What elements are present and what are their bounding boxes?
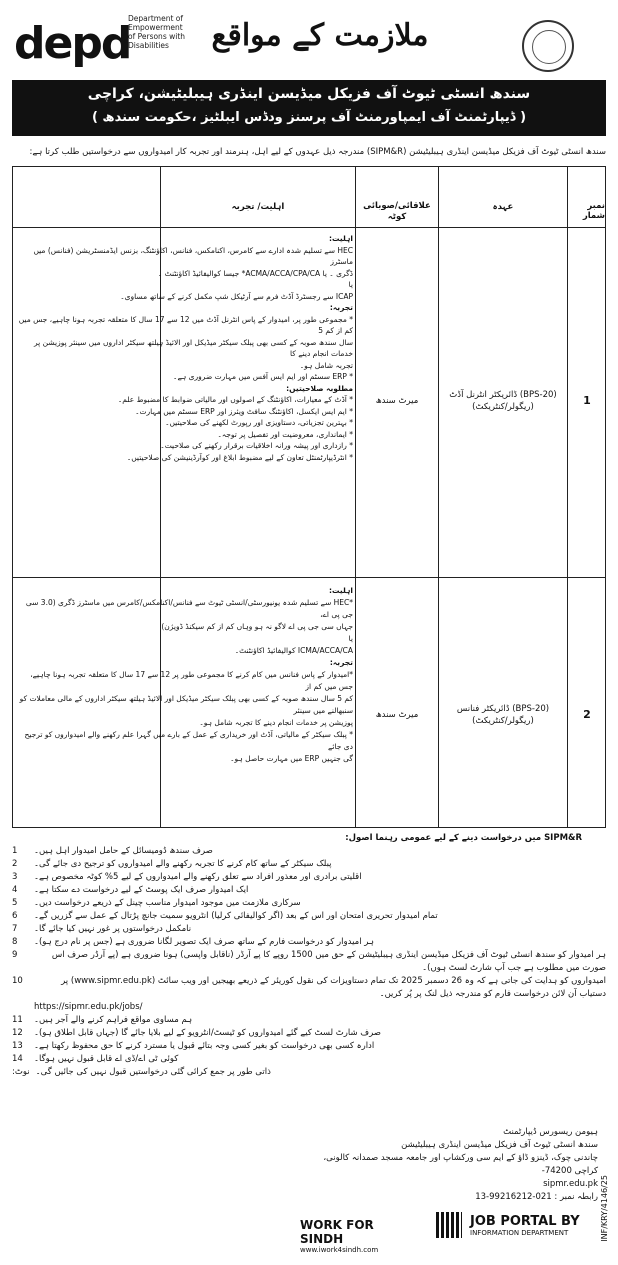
dept-line-3: of Persons with <box>128 32 186 41</box>
header-serial: نمبر شمار <box>582 201 605 221</box>
row-1-qualification-line: سال سندھ صوبہ کے کسی بھی پبلک سیکٹر میڈیکل اور الائیڈ ہیلتھ سیکٹر اداروں میں سینئر پوزیشن پر خدمات انجام دینے کا <box>34 337 353 358</box>
guideline-number: 3 <box>12 872 18 882</box>
row-1-qualification-line: * بہترین تجزیاتی، دستاویزی اور رپورٹ لکھنے کی صلاحیتیں۔ <box>165 418 353 427</box>
row-1-qualification-line: تجربہ شامل ہو۔ <box>299 360 353 370</box>
row-2-qualification-line: گی جنہیں ERP میں مہارت حاصل ہو۔ <box>230 754 353 763</box>
row-2-qualification <box>17 585 353 765</box>
guidelines-title: SIPM&R میں درخواست دینے کے لیے عمومی رہنما اصول: <box>345 833 582 843</box>
guideline-text: صرف شارٹ لسٹ کیے گئے امیدواروں کو ٹیسٹ/انٹرویو کے لیے بلایا جائے گا (جہاں قابل اطلاق ہو)۔ <box>34 1028 382 1038</box>
address-line-3: چاندنی چوک، ڈینزو ڈاؤ کے ایم سی ورکشاپ اور جامعہ مسجد صمدانہ کالونی، کراچی 74200- <box>323 1153 598 1176</box>
row-2-domicile: میرٹ سندھ <box>375 710 419 720</box>
website-link[interactable]: sipmr.edu.pk <box>543 1179 598 1189</box>
guideline-item <box>12 858 606 871</box>
wfs-url: www.iwork4sindh.com <box>300 1246 379 1254</box>
jobs-link[interactable] <box>12 1001 606 1014</box>
header-post: عہدہ <box>492 202 514 212</box>
guideline-text: نامکمل درخواستوں پر غور نہیں کیا جائے گا۔ <box>34 924 192 934</box>
guideline-text: اقلیتی برادری اور معذور افراد سے تعلق رکھنے والے امیدواروں کے لیے 5% کوٹہ مخصوص ہے۔ <box>34 872 362 882</box>
depd-logo: depd <box>14 18 131 69</box>
address-line-1: ہیومن ریسورس ڈیپارٹمنٹ <box>503 1127 598 1137</box>
row-2-qualification-line: یا <box>348 634 353 643</box>
guideline-number: 6 <box>12 911 18 921</box>
header-domicile: علاقائی/صوبائی کوٹہ <box>363 201 431 222</box>
row-1-qualification-line: * ایم ایس ایکسل، اکاؤنٹنگ سافٹ ویئرز اور ERP سسٹم میں مہارت۔ <box>135 406 353 416</box>
work-for-sindh-logo <box>300 1218 410 1254</box>
guideline-number: 14 <box>12 1054 23 1064</box>
row-1-qualification-line: * مجموعی طور پر، امیدوار کے پاس انٹرنل آڈٹ میں 12 سے 17 سال کا متعلقہ تجربہ ہونا چاہیے، جس میں کم از کم 5 <box>18 314 353 335</box>
row-1-qualification-line: تجربہ: <box>329 303 353 312</box>
guideline-number: 8 <box>12 937 18 947</box>
contact-address <box>318 1126 598 1204</box>
guideline-text: ایک امیدوار صرف ایک پوسٹ کے لیے درخواست دے سکتا ہے۔ <box>34 885 249 895</box>
guideline-item <box>12 845 606 858</box>
row-1-qualification-line: یا <box>348 280 353 289</box>
guideline-number: 7 <box>12 924 18 934</box>
guideline-item <box>12 1066 606 1079</box>
guideline-number: 12 <box>12 1028 23 1038</box>
institute-banner <box>12 80 606 136</box>
row-1-qualification <box>17 233 353 463</box>
guideline-text: صرف سندھ ڈومیسائل کے حامل امیدوار اہل ہیں۔ <box>34 846 213 856</box>
header-qualification: اہلیت/ تجربہ <box>231 202 285 212</box>
guideline-number: نوٹ: <box>12 1067 30 1077</box>
vacancy-table <box>12 166 606 828</box>
row-2-qualification-line: ICMA/ACCA/CA کوالیفائیڈ اکاؤنٹنٹ۔ <box>234 646 353 655</box>
address-line-2: سندھ انسٹی ٹیوٹ آف فزیکل میڈیسن اینڈری ہیبلیٹیشن <box>401 1140 598 1150</box>
reference-code: INF/KRY/4146/25 <box>600 1175 609 1242</box>
row-2-serial: 2 <box>583 708 591 721</box>
row-1-post: ڈائریکٹر انٹرنل آڈٹ (BPS-20) (ریگولر/کنٹریکٹ) <box>449 390 557 412</box>
guideline-number: 4 <box>12 885 18 895</box>
row-2-qualification-line: *HEC سے تسلیم شدہ یونیورسٹی/انسٹی ٹیوٹ سے فنانس/اکنامکس/کامرس میں ماسٹرز ڈگری (3.0 سی جی پی اے، <box>25 598 353 619</box>
row-2-qualification-line: * پبلک سیکٹر کے مالیاتی، آڈٹ اور خریداری کے عمل کے بارے میں گہرا علم رکھنے والے امیدواروں کو ترجیح دی جائے <box>24 730 353 751</box>
banner-department-name: ( ڈیپارٹمنٹ آف ایمپاورمنٹ آف پرسنز ودڈس ایبلٹیز ،حکومت سندھ ) <box>91 110 527 125</box>
row-1-qualification-line: * رازداری اور پیشہ ورانہ اخلاقیات برقرار رکھنے کی صلاحیت۔ <box>160 441 353 450</box>
guideline-number: 9 <box>12 950 18 960</box>
guideline-text: ہر امیدوار کو درخواست فارم کے ساتھ صرف ایک تصویر لگانا ضروری ہے (جس پر نام درج ہو)۔ <box>34 937 374 947</box>
guideline-text: https://sipmr.edu.pk/jobs/ <box>34 1002 143 1012</box>
row-1-qualification-line: ICAP سے رجسٹرڈ آڈٹ فرم سے آرٹیکل شپ مکمل کرنے کے ساتھ مساوی۔ <box>120 291 353 301</box>
guideline-number: 5 <box>12 898 18 908</box>
row-1-qualification-line: مطلوبہ صلاحیتیں: <box>286 383 353 393</box>
institute-seal-icon <box>522 20 574 72</box>
row-1-domicile: میرٹ سندھ <box>375 396 419 406</box>
row-2-qualification-line: پوزیشن پر خدمات انجام دینے کا تجربہ شامل ہو۔ <box>199 718 353 727</box>
row-1-qualification-line: HEC سے تسلیم شدہ ادارے سے کامرس، اکنامکس، فنانس، اکاؤنٹنگ، بزنس ایڈمنسٹریشن (فنانس) میں ماسٹرز <box>33 245 353 266</box>
guideline-text: ادارہ کسی بھی درخواست کو بغیر کسی وجہ بتائے قبول یا مسترد کرنے کا حق محفوظ رکھتا ہے۔ <box>34 1041 375 1051</box>
guideline-text: ہر امیدوار کو سندھ انسٹی ٹیوٹ آف فزیکل میڈیسن اینڈری ہیبلیٹیشن کے حق میں 1500 روپے کا پے آرڈر (ناقابل واپسی) ہونا ضروری ہے (پے آرڈر صرف اس صورت میں مطلوب ہے جب آپ شارٹ لسٹ ہوں)۔ <box>51 950 606 973</box>
row-2-qualification-line: جہاں سی جی پی اے لاگو نہ ہو وہاں کم از کم سیکنڈ ڈویژن) <box>161 622 353 631</box>
dept-line-1: Department of <box>128 14 183 23</box>
guideline-text: ذاتی طور پر جمع کرائی گئی درخواستیں قبول نہیں کی جائیں گی۔ <box>35 1067 271 1077</box>
guideline-text: کوئی ٹی اے/ڈی اے قابل قبول نہیں ہوگا۔ <box>34 1054 179 1064</box>
guideline-number: 10 <box>12 976 23 986</box>
guideline-item <box>12 923 606 936</box>
guideline-item <box>12 910 606 923</box>
guideline-item <box>12 936 606 949</box>
guideline-item <box>12 975 606 1001</box>
application-guidelines <box>12 832 606 1079</box>
row-2-post: ڈائریکٹر فنانس (BPS-20) (ریگولر/کنٹریکٹ) <box>456 704 550 726</box>
banner-institute-name: سندھ انسٹی ٹیوٹ آف فزیکل میڈیسن اینڈری ہیبلیٹیشن، کراچی <box>87 86 531 102</box>
row-2-qualification-line: *امیدوار کے پاس فنانس میں کام کرنے کا مجموعی طور پر 12 سے 17 سال کا متعلقہ تجربہ ہونا چاہیے، جس میں کم از <box>30 670 353 691</box>
guideline-item <box>12 871 606 884</box>
guideline-item <box>12 1040 606 1053</box>
qr-code-icon <box>436 1212 462 1238</box>
guideline-text: امیدواروں کو ہدایت کی جاتی ہے کہ وہ 26 دسمبر 2025 تک تمام دستاویزات کی نقول کوریئر کے ذریعے بھیجیں اور ویب سائٹ (www.sipmr.edu.pk) پر دستیاب آن لائن درخواست فارم کو مندرجہ ذیل لنک پر پُر کریں۔ <box>61 976 606 999</box>
intro-text: سندھ انسٹی ٹیوٹ آف فزیکل میڈیسن اینڈری ہیبلیٹیشن (SIPM&R) مندرجہ ذیل عہدوں کے لیے اہل، ہنرمند اور تجربہ کار امیدواروں سے درخواستیں طلب کرتا ہے: <box>29 147 606 157</box>
dept-line-2: Empowerment <box>128 23 183 32</box>
information-department-label: INFORMATION DEPARTMENT <box>470 1229 569 1237</box>
phone-number: رابطہ نمبر : 021-99216212-13 <box>475 1192 598 1202</box>
guideline-number: 2 <box>12 859 18 869</box>
row-1-qualification-line: * ERP سسٹم اور ایم ایس آفس میں مہارت ضروری ہے۔ <box>173 372 353 381</box>
guideline-number <box>12 1001 28 1014</box>
row-2-qualification-line: اہلیت: <box>328 586 353 595</box>
row-1-qualification-line: ڈگری ۔ یا ACMA/ACCA/CPA/CA* جیسا کوالیفائیڈ اکاؤنٹنٹ ۔ <box>157 268 353 278</box>
guideline-text: ہم مساوی مواقع فراہم کرنے والے آجر ہیں۔ <box>34 1015 193 1025</box>
job-portal-logo <box>470 1214 590 1237</box>
guideline-number: 13 <box>12 1041 23 1051</box>
guideline-item <box>12 1027 606 1040</box>
guideline-item <box>12 949 606 975</box>
guideline-item <box>12 884 606 897</box>
guideline-item <box>12 1053 606 1066</box>
guideline-text: تمام امیدوار تحریری امتحان اور اس کے بعد (اگر کوالیفائی کرلیا) انٹرویو سمیت جانچ پڑتال کے عمل سے گزریں گے۔ <box>34 911 438 921</box>
row-1-qualification-line: اہلیت: <box>328 234 353 243</box>
wfs-title: WORK FOR SINDH <box>300 1218 374 1246</box>
row-1-qualification-line: * انٹرڈیپارٹمنٹل تعاون کے لیے مضبوط ابلاغ اور کوآرڈینیشن کی صلاحیتیں۔ <box>126 452 353 462</box>
guideline-text: پبلک سیکٹر کے ساتھ کام کرنے کا تجربہ رکھنے والے امیدواروں کو ترجیح دی جائے گی۔ <box>34 859 332 869</box>
page-title: ملازمت کے مواقع <box>211 18 429 53</box>
guideline-text: سرکاری ملازمت میں موجود امیدوار مناسب چینل کے ذریعے درخواست دیں۔ <box>34 898 301 908</box>
dept-line-4: Disabilities <box>128 41 169 50</box>
row-1-qualification-line: * آڈٹ کے معیارات، اکاؤنٹنگ کے اصولوں اور مالیاتی ضوابط کا مضبوط علم۔ <box>117 395 353 404</box>
row-2-qualification-line: تجربہ: <box>329 658 353 667</box>
guideline-number: 11 <box>12 1015 23 1025</box>
row-1-serial: 1 <box>583 394 591 407</box>
guideline-item <box>12 1014 606 1027</box>
guideline-number: 1 <box>12 846 18 856</box>
job-portal-title: JOB PORTAL BY <box>470 1214 580 1229</box>
guideline-item <box>12 897 606 910</box>
row-1-qualification-line: * ایمانداری، معروضیت اور تفصیل پر توجہ۔ <box>217 429 353 439</box>
row-2-qualification-line: کم 5 سال سندھ صوبہ کے کسی بھی پبلک سیکٹر میڈیکل اور الائیڈ ہیلتھ سیکٹر اداروں کے مالی معاملات کو سنبھالنے میں سینئر <box>19 694 353 715</box>
